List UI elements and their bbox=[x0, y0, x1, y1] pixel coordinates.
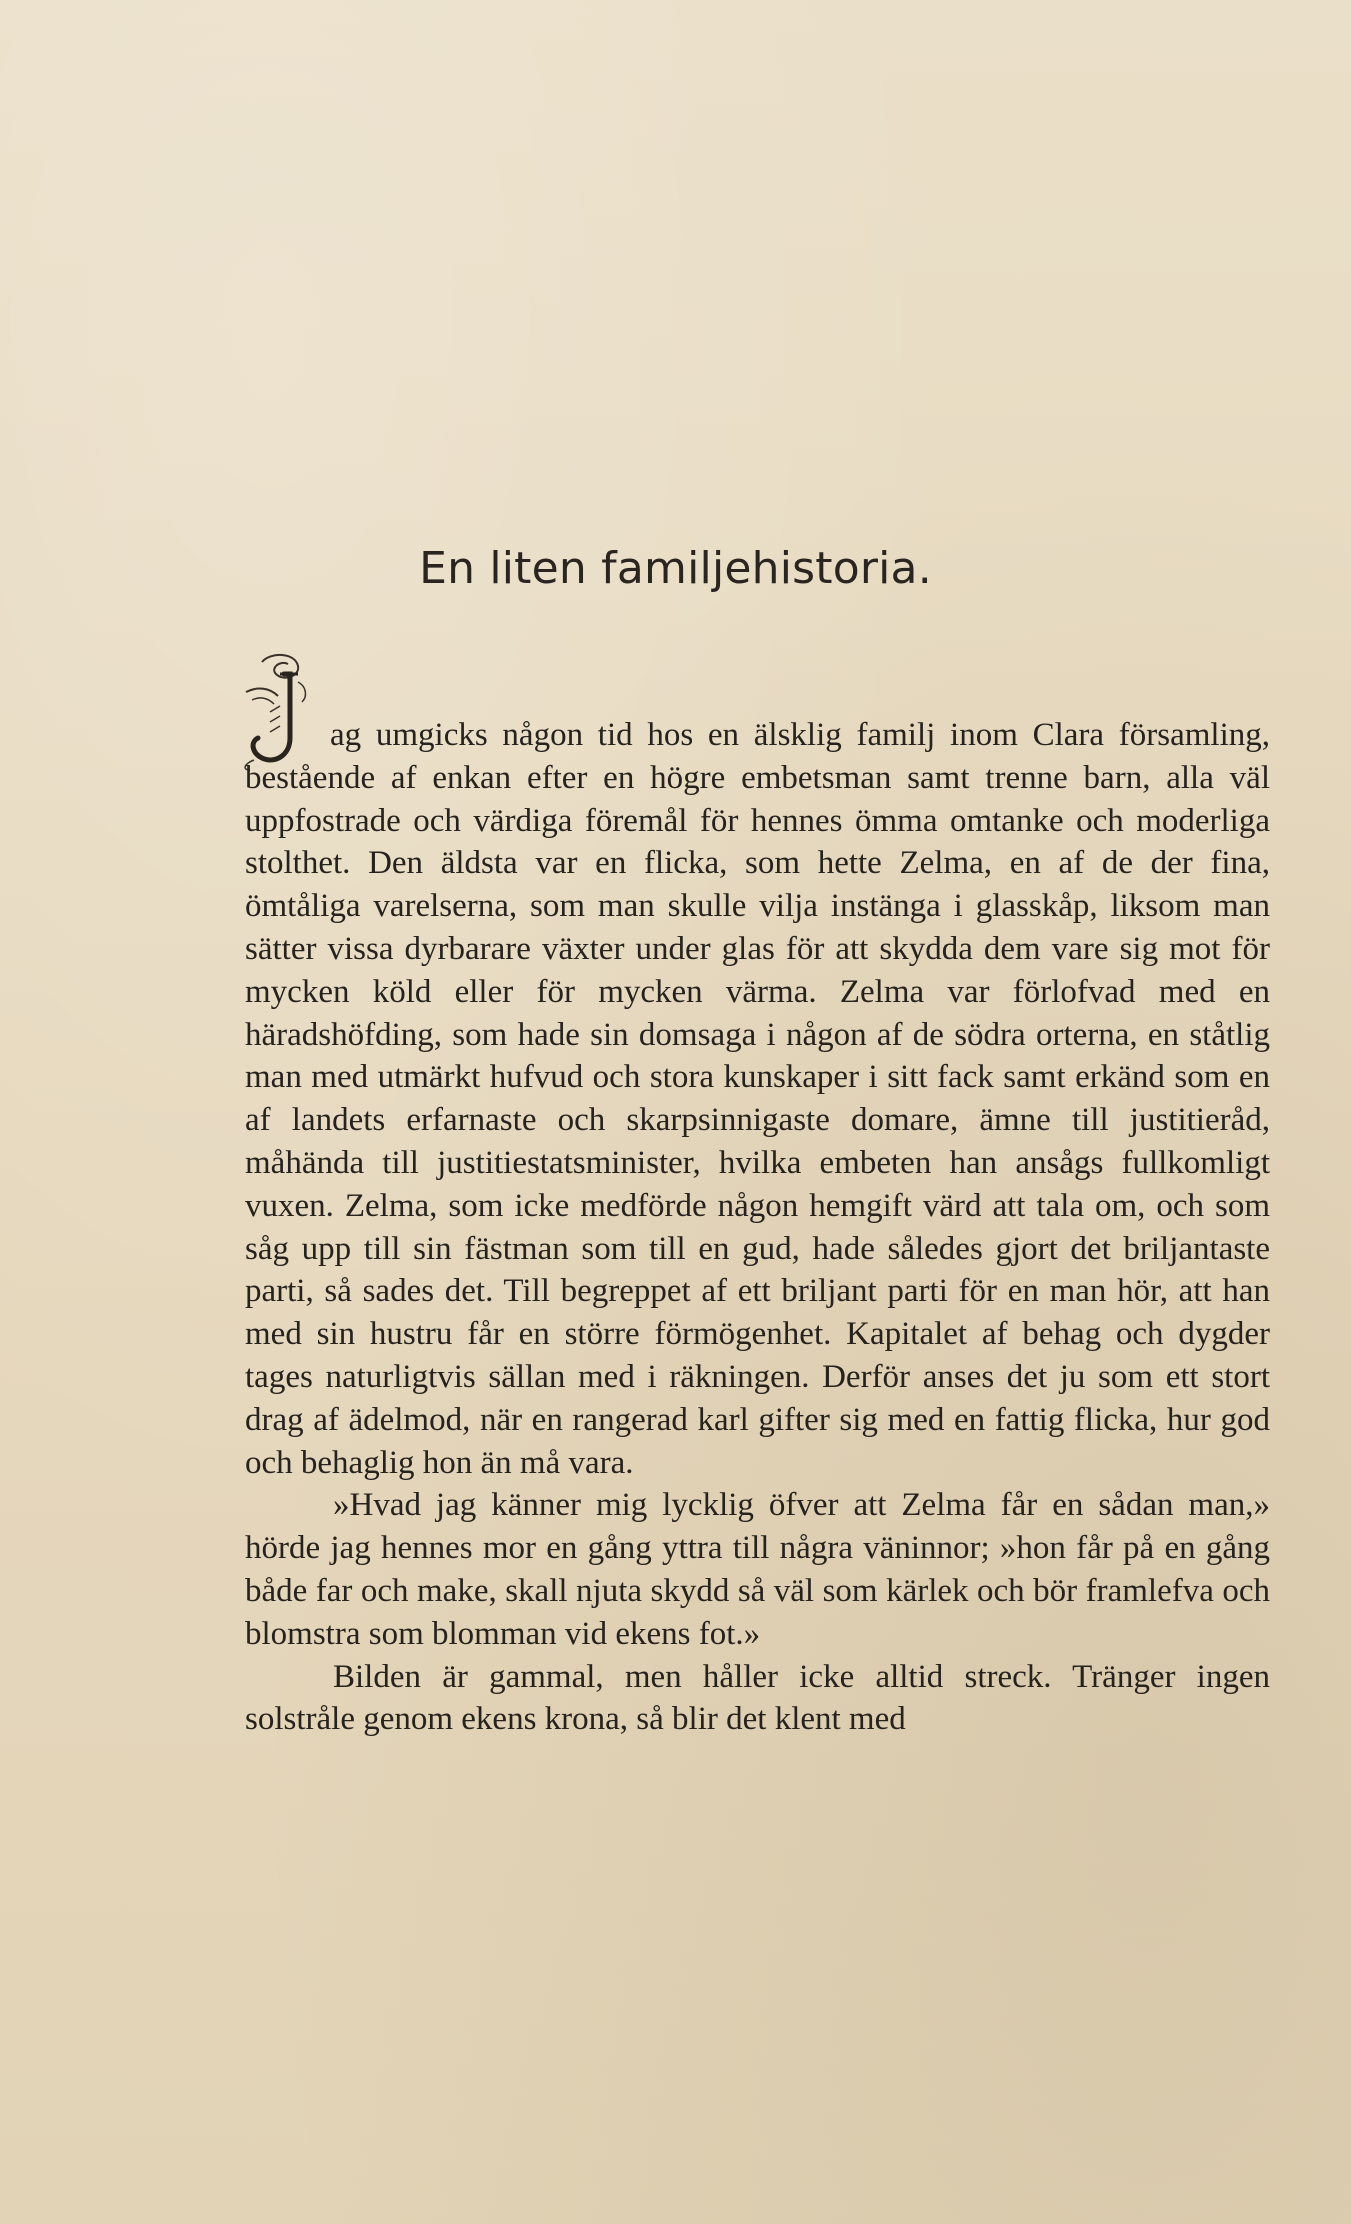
paragraph: »Hvad jag känner mig lycklig öfver att Zelma får en sådan man,» hörde jag hennes mor en gång yttra till några väninnor; »hon får på en gång både far och make, skall njuta skydd så väl som kärlek och bör framlefva och blomstra som blomman vid ekens fot.» bbox=[245, 1487, 1270, 1652]
paragraph: Bilden är gammal, men håller icke alltid streck. Tränger ingen solstråle genom ekens krona, så blir det klent med bbox=[245, 1658, 1270, 1738]
body-text bbox=[245, 714, 1270, 1741]
chapter-title: En liten familjehistoria. bbox=[419, 543, 932, 594]
paragraph: ag umgicks någon tid hos en älsklig familj inom Clara församling, bestående af enkan efter en högre embetsman samt trenne barn, alla väl uppfostrade och värdiga föremål för hennes ömma omtanke och moderliga stolthet. Den äldsta var en flicka, som hette Zelma, en af de der fina, ömtåliga varelserna, som man skulle vilja instänga i glasskåp, liksom man sätter vissa dyrbarare växter under glas för att skydda dem vare sig mot för mycken köld eller för mycken värma. Zelma var förlofvad med en häradshöfding, som hade sin domsaga i någon af de södra orterna, en ståtlig man med utmärkt hufvud och stora kunskaper i sitt fack samt erkänd som en af landets erfarnaste och skarpsinnigaste domare, ämne till justitieråd, måhända till justitiestatsminister, hvilka embeten han ansågs fullkomligt vuxen. Zelma, som icke medförde någon hemgift värd att tala om, och som såg upp till sin fästman som till en gud, hade således gjort det briljantaste parti, så sades det. Till begreppet af ett briljant parti för en man hör, att han med sin hustru får en större förmögenhet. Kapitalet af behag och dygder tages naturligtvis sällan med i räkningen. Derför anses det ju som ett stort drag af ädelmod, när en rangerad karl gifter sig med en fattig flicka, hur god och behaglig hon än må vara. bbox=[245, 717, 1270, 1481]
